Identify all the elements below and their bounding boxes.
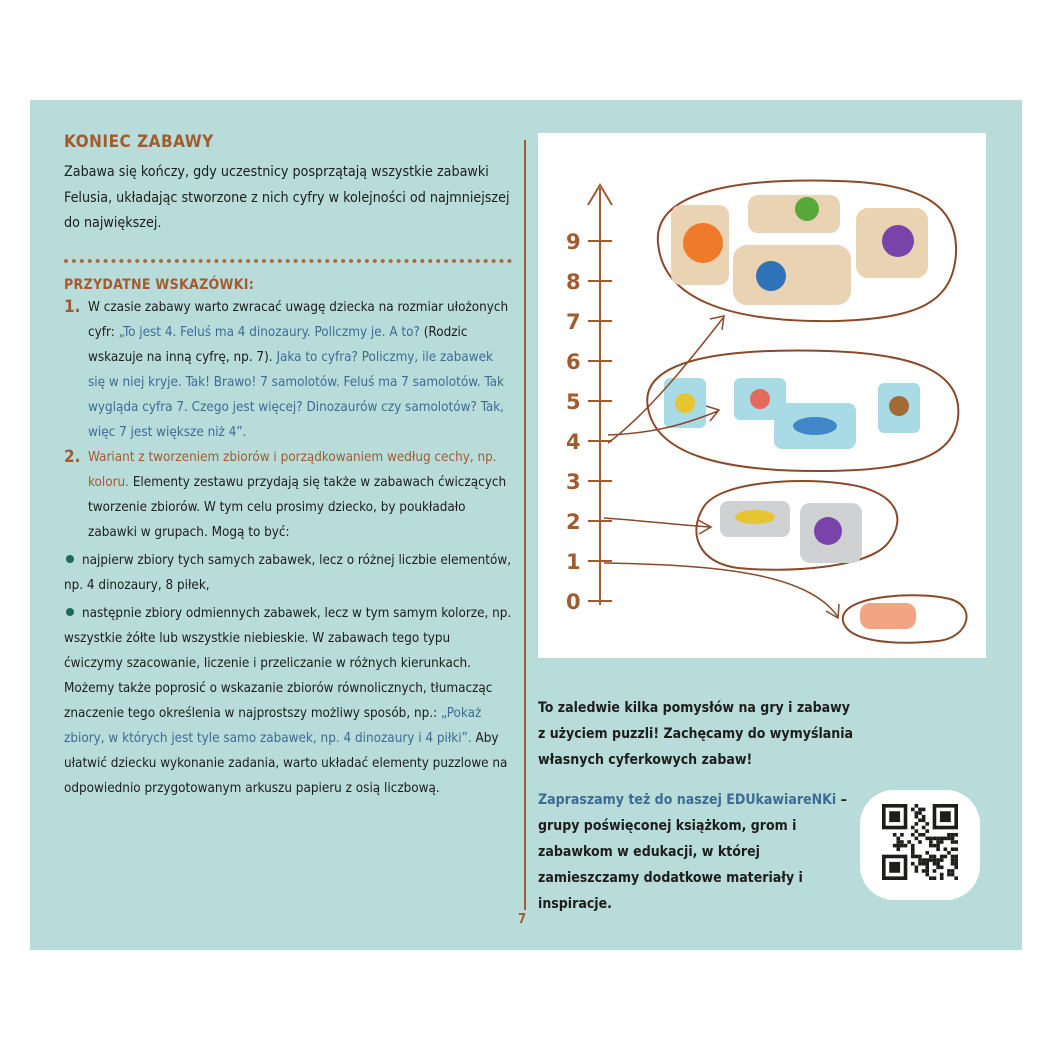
- bullet-text: najpierw zbiory tych samych zabawek, lecz o różnej liczbie elementów, np. 4 dinozaury, 8 piłek,: [64, 552, 512, 593]
- orange-ball-icon: [683, 223, 723, 263]
- tip-2-title: Wariant z tworzeniem zbiorów i porządkowaniem według cechy, np. koloru.: [88, 449, 497, 490]
- axis-label: 1: [566, 550, 581, 574]
- qr-code-card[interactable]: [860, 790, 980, 900]
- tip-2: [64, 445, 512, 545]
- tip-1-text-a: W czasie zabawy warto zwracać uwagę dziecka na rozmiar ułożonych cyfr:: [88, 299, 509, 340]
- axis-label: 5: [566, 390, 581, 414]
- bullet-item: [64, 601, 512, 676]
- purple-figure-icon: [814, 517, 842, 545]
- invitation-text: – grupy poświęconej książkom, grom i zabawkom w edukacji, w której zamieszczamy dodatkowe materiały i inspiracje.: [538, 792, 847, 912]
- tip-2-number: 2.: [64, 446, 81, 467]
- left-column: [64, 132, 512, 801]
- invitation-paragraph: [538, 787, 858, 917]
- number-line-svg: [538, 133, 986, 658]
- closing-note: To zaledwie kilka pomysłów na gry i zabawy z użyciem puzzli! Zachęcamy do wymyślania własnych cyferkowych zabaw!: [538, 700, 854, 768]
- tip-1: [64, 295, 512, 445]
- closing-quote: „Pokaż zbiory, w których jest tyle samo zabawek, np. 4 dinozaury i 4 piłki”.: [64, 705, 482, 746]
- axis-label: 2: [566, 510, 581, 534]
- axis-ticks: [566, 230, 612, 614]
- axis-label: 3: [566, 470, 581, 494]
- edukawiarenki-link[interactable]: Zapraszamy też do naszej EDUkawiareNKi: [538, 792, 837, 808]
- intro-paragraph: Zabawa się kończy, gdy uczestnicy posprzątają wszystkie zabawki Felusia, układając stworzone z nich cyfry w kolejności od najmniejszej do największej.: [64, 164, 510, 231]
- heading-koniec-zabawy: KONIEC ZABAWY: [64, 132, 214, 152]
- right-column: [538, 695, 858, 931]
- axis-label: 4: [566, 430, 581, 454]
- heading-wskazowki: PRZYDATNE WSKAZÓWKI:: [64, 276, 255, 293]
- dotted-divider: [64, 259, 512, 263]
- green-ball-icon: [795, 197, 819, 221]
- brown-dinosaur-icon: [889, 396, 909, 416]
- qr-code-icon: [882, 804, 958, 880]
- axis-label: 8: [566, 270, 581, 294]
- yellow-figure-icon: [735, 510, 775, 524]
- puzzle-piece-icon: [860, 603, 916, 629]
- bullet-item: [64, 548, 512, 598]
- page: [30, 100, 1022, 950]
- tip-1-quote-b: Jaka to cyfra? Policzmy, ile zabawek się w niej kryje. Tak! Brawo! 7 samolotów. Feluś ma 7 samolotów. Tak wygląda cyfra 7. Czego jest więcej? Dinozaurów czy samolotów? Tak, więc 7 jest większe niż 4”.: [88, 349, 505, 440]
- tip-1-number: 1.: [64, 296, 81, 317]
- tip-1-text-c: (Rodzic wskazuje na inną cyfrę, np. 7).: [88, 324, 468, 365]
- bullet-dot-icon: [66, 608, 74, 616]
- yellow-dinosaur-icon: [675, 393, 695, 413]
- blue-ball-icon: [756, 261, 786, 291]
- arrow-to-zero-icon: [604, 563, 838, 617]
- number-line-illustration: [538, 133, 986, 658]
- closing-text-a: Możemy także poprosić o wskazanie zbiorów równolicznych, tłumacząc znaczenie tego określenia w najprostszy możliwy sposób, np.:: [64, 680, 493, 721]
- arrow-to-two-icon: [604, 518, 710, 527]
- axis-label: 6: [566, 350, 581, 374]
- axis-label: 9: [566, 230, 581, 254]
- purple-ball-icon: [882, 225, 914, 257]
- page-number: 7: [518, 912, 527, 927]
- bullet-text: następnie zbiory odmiennych zabawek, lecz w tym samym kolorze, np. wszystkie żółte lub wszystkie niebieskie. W zabawach tego typu ćwiczymy szacowanie, liczenie i przeliczanie w różnych kierunkach.: [64, 605, 512, 671]
- closing-paragraph: [64, 676, 512, 801]
- axis-label: 0: [566, 590, 581, 614]
- closing-text-c: Aby ułatwić dziecku wykonanie zadania, warto układać elementy puzzlowe na odpowiednio przygotowanym arkuszu papieru z osią liczbową.: [64, 730, 508, 796]
- tip-1-quote-a: „To jest 4. Feluś ma 4 dinozaury. Policzmy je. A to?: [118, 324, 420, 340]
- bullet-dot-icon: [66, 555, 74, 563]
- axis-label: 7: [566, 310, 581, 334]
- vertical-divider: [524, 140, 526, 910]
- arrowhead-icon: [710, 316, 724, 330]
- blue-dinosaur-icon: [793, 417, 837, 435]
- tip-2-text: Elementy zestawu przydają się także w zabawach ćwiczących tworzenie zbiorów. W tym celu prosimy dziecko, by poukładało zabawki w grupach. Mogą to być:: [88, 474, 507, 540]
- puzzle-piece-icon: [733, 245, 851, 305]
- red-dinosaur-icon: [750, 389, 770, 409]
- puzzle-piece-icon: [748, 195, 840, 233]
